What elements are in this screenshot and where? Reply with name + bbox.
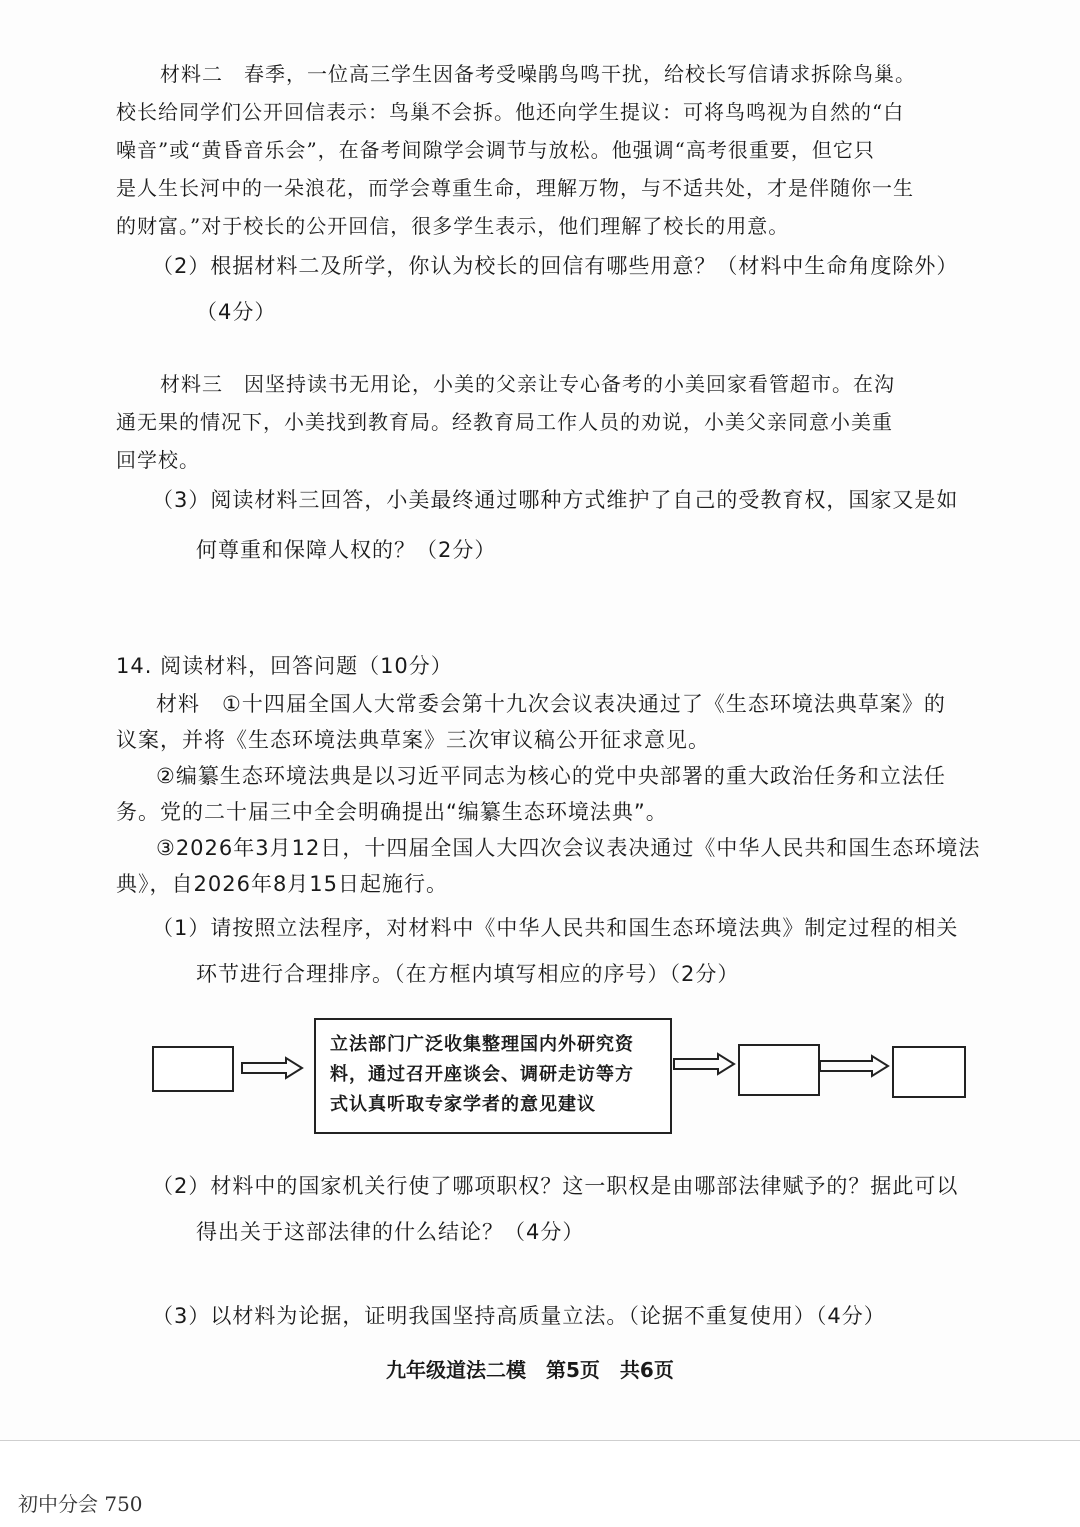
flow-box-line-2: 料，通过召开座谈会、调研走访等方 <box>330 1064 634 1085</box>
question2-line-2: （4分） <box>196 300 277 324</box>
flow-box-line-1: 立法部门广泛收集整理国内外研究资 <box>330 1034 634 1055</box>
answer-box-2[interactable] <box>738 1044 820 1096</box>
flow-arrow-3 <box>818 1054 892 1078</box>
flow-arrow-1 <box>240 1056 306 1080</box>
material2-line-3: 噪音”或“黄昏音乐会”，在备考间隙学会调节与放松。他强调“高考很重要，但它只 <box>116 138 875 162</box>
material3-line-1: 材料三 因坚持读书无用论，小美的父亲让专心备考的小美回家看管超市。在沟 <box>160 372 895 396</box>
material2-line-1: 材料二 春季，一位高三学生因备考受噪鹃鸟鸣干扰，给校长写信请求拆除鸟巢。 <box>160 62 916 86</box>
question3-line-2: 何尊重和保障人权的？（2分） <box>196 538 497 562</box>
question14-title: 14. 阅读材料，回答问题（10分） <box>116 654 453 678</box>
material2-line-2: 校长给同学们公开回信表示：鸟巢不会拆。他还向学生提议：可将鸟鸣视为自然的“白 <box>116 100 905 124</box>
q14-sub3-line-1: （3）以材料为论据，证明我国坚持高质量立法。（论据不重复使用）（4分） <box>152 1304 886 1328</box>
flow-arrow-2 <box>672 1052 738 1076</box>
q14-material-line-1: 材料 ①十四届全国人大常委会第十九次会议表决通过了《生态环境法典草案》的 <box>156 692 946 716</box>
q14-material-line-6: 典》，自2026年8月15日起施行。 <box>116 872 449 896</box>
material3-line-2: 通无果的情况下，小美找到教育局。经教育局工作人员的劝说，小美父亲同意小美重 <box>116 410 893 434</box>
page-footer: 九年级道法二模 第5页 共6页 <box>386 1358 674 1382</box>
q14-sub2-line-2: 得出关于这部法律的什么结论？（4分） <box>196 1220 585 1244</box>
q14-sub2-line-1: （2）材料中的国家机关行使了哪项职权？这一职权是由哪部法律赋予的？据此可以 <box>152 1174 959 1198</box>
q14-sub1-line-1: （1）请按照立法程序，对材料中《中华人民共和国生态环境法典》制定过程的相关 <box>152 916 959 940</box>
material2-line-5: 的财富。”对于校长的公开回信，很多学生表示，他们理解了校长的用意。 <box>116 214 790 238</box>
question3-line-1: （3）阅读材料三回答，小美最终通过哪种方式维护了自己的受教育权，国家又是如 <box>152 488 959 512</box>
flow-content-box <box>314 1018 672 1134</box>
question2-line-1: （2）根据材料二及所学，你认为校长的回信有哪些用意？（材料中生命角度除外） <box>152 254 959 278</box>
material2-line-4: 是人生长河中的一朵浪花，而学会尊重生命，理解万物，与不适共处，才是伴随你一生 <box>116 176 914 200</box>
answer-box-1[interactable] <box>152 1046 234 1092</box>
q14-material-line-4: 务。党的二十届三中全会明确提出“编纂生态环境法典”。 <box>116 800 668 824</box>
page-edge-divider <box>0 1440 1080 1441</box>
flow-box-line-3: 式认真听取专家学者的意见建议 <box>330 1094 596 1115</box>
q14-material-line-3: ②编纂生态环境法典是以习近平同志为核心的党中央部署的重大政治任务和立法任 <box>156 764 946 788</box>
material3-line-3: 回学校。 <box>116 448 200 472</box>
answer-box-3[interactable] <box>892 1046 966 1098</box>
q14-material-line-2: 议案，并将《生态环境法典草案》三次审议稿公开征求意见。 <box>116 728 710 752</box>
q14-material-line-5: ③2026年3月12日，十四届全国人大四次会议表决通过《中华人民共和国生态环境法 <box>156 836 981 860</box>
q14-sub1-line-2: 环节进行合理排序。（在方框内填写相应的序号）（2分） <box>196 962 740 986</box>
watermark-label: 初中分会 750 <box>18 1492 143 1516</box>
